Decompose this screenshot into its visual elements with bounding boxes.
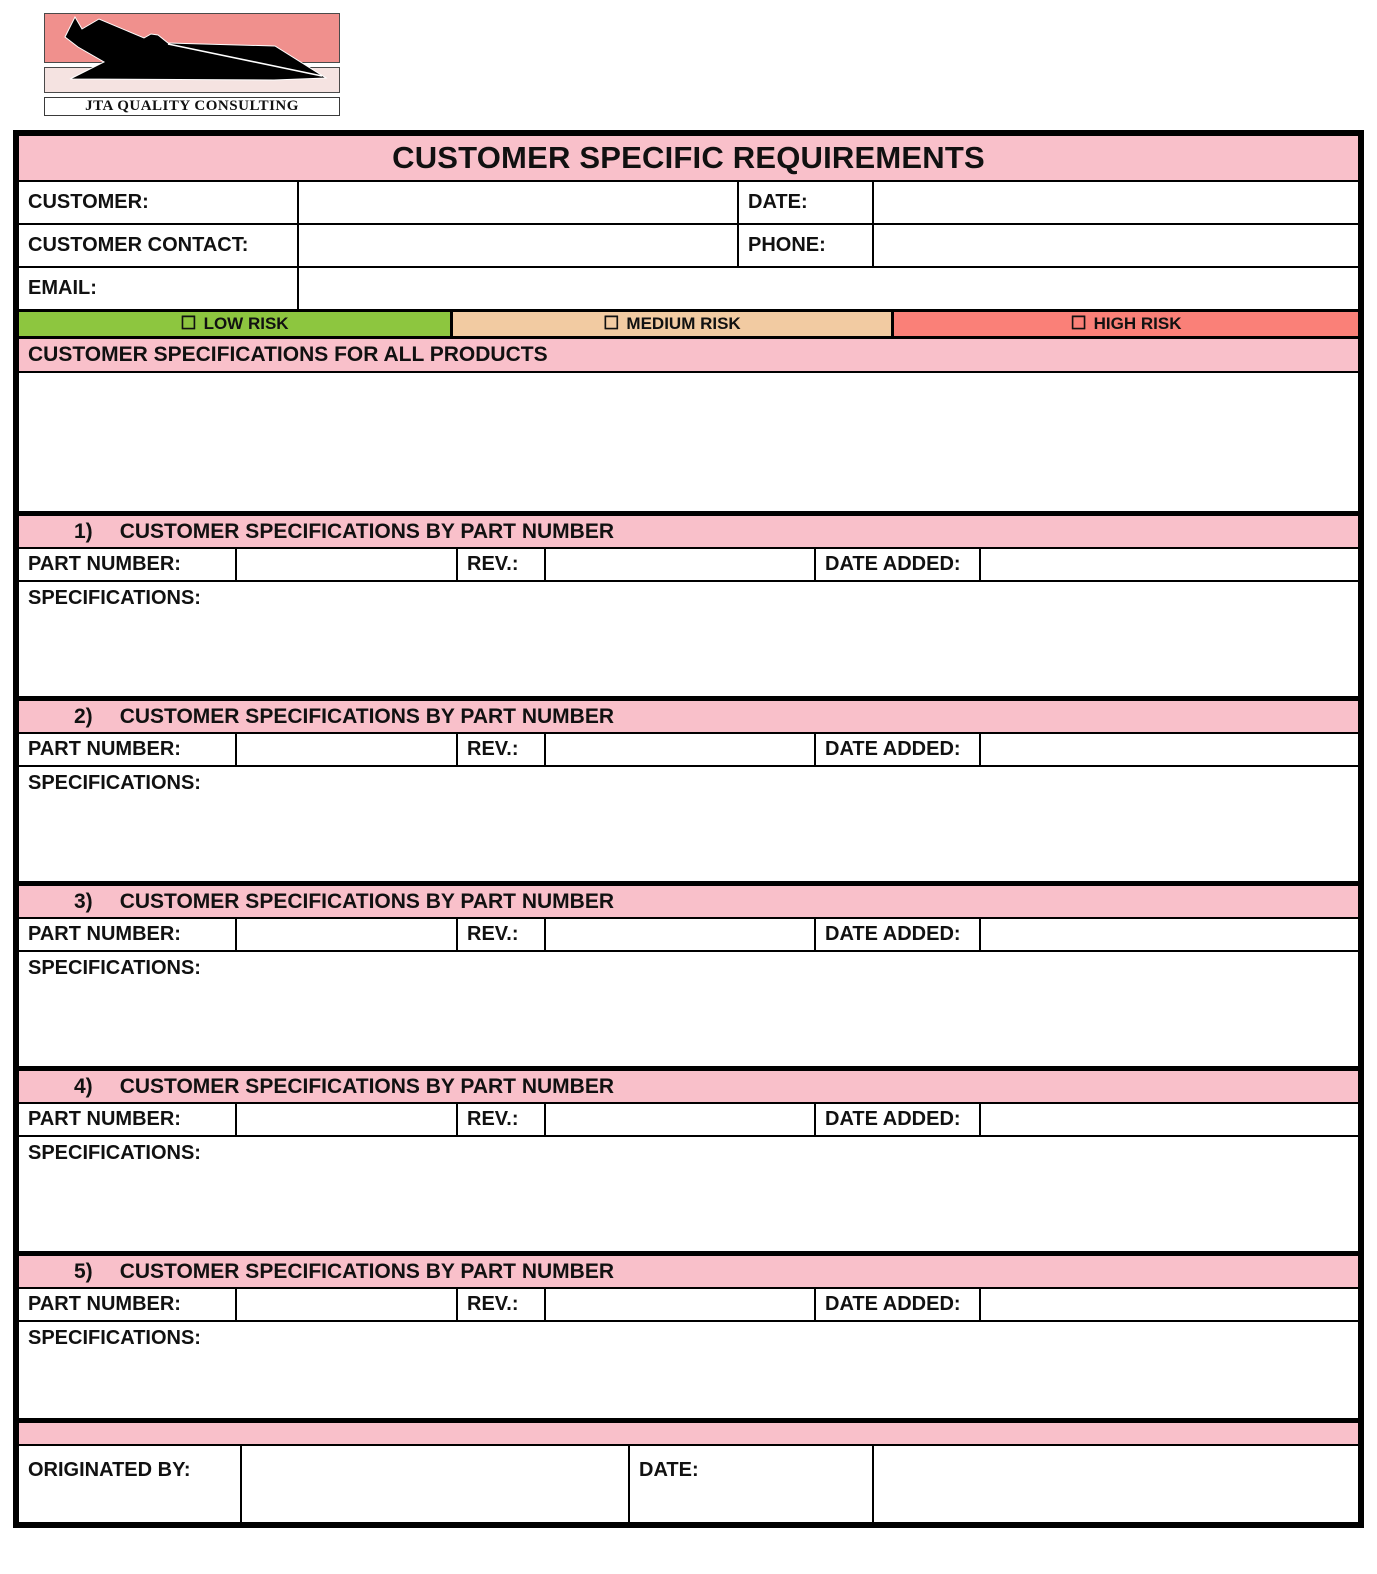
section-4-rev-field[interactable] (544, 1104, 814, 1135)
high-risk-checkbox-icon[interactable]: ☐ (1070, 313, 1087, 333)
company-logo (44, 10, 340, 114)
section-1-number: 1) (74, 519, 93, 543)
specifications-label: SPECIFICATIONS: (28, 1142, 201, 1164)
part-number-label: PART NUMBER: (28, 738, 181, 760)
high-risk-label: HIGH RISK (1093, 314, 1182, 333)
rev-label: REV.: (456, 549, 544, 580)
low-risk-checkbox-icon[interactable]: ☐ (180, 313, 197, 333)
section-3-part-row (19, 917, 1358, 950)
section-3-number: 3) (74, 889, 93, 913)
section-4-specifications-area[interactable] (19, 1135, 1358, 1251)
section-4-number: 4) (74, 1074, 93, 1098)
section-1-part-number-field[interactable] (235, 549, 456, 580)
all-products-header: CUSTOMER SPECIFICATIONS FOR ALL PRODUCTS (19, 336, 1358, 371)
phone-field[interactable] (872, 225, 1358, 266)
section-4-part-row (19, 1102, 1358, 1135)
specifications-label: SPECIFICATIONS: (28, 1327, 201, 1349)
section-4-title: CUSTOMER SPECIFICATIONS BY PART NUMBER (119, 1074, 614, 1098)
section-1-title: CUSTOMER SPECIFICATIONS BY PART NUMBER (119, 519, 614, 543)
originated-row (19, 1444, 1358, 1522)
customer-field[interactable] (297, 182, 737, 223)
part-number-label: PART NUMBER: (28, 553, 181, 575)
section-2-header (19, 696, 1358, 732)
section-5-title: CUSTOMER SPECIFICATIONS BY PART NUMBER (119, 1259, 614, 1283)
medium-risk-checkbox-icon[interactable]: ☐ (603, 313, 620, 333)
logo-brand-text: JTA QUALITY CONSULTING (44, 97, 340, 116)
section-2-part-number-field[interactable] (235, 734, 456, 765)
footer-pink-band (19, 1418, 1358, 1444)
section-4-date-added-field[interactable] (979, 1104, 1358, 1135)
section-2-title: CUSTOMER SPECIFICATIONS BY PART NUMBER (119, 704, 614, 728)
specifications-label: SPECIFICATIONS: (28, 772, 201, 794)
section-1-rev-field[interactable] (544, 549, 814, 580)
section-2-part-row (19, 732, 1358, 765)
specifications-label: SPECIFICATIONS: (28, 587, 201, 609)
rev-label: REV.: (456, 1104, 544, 1135)
section-4-specifications-field[interactable] (28, 1165, 1349, 1205)
section-2-rev-field[interactable] (544, 734, 814, 765)
customer-label: CUSTOMER: (28, 191, 149, 213)
footer-date-field[interactable] (872, 1446, 1358, 1522)
section-5-part-row (19, 1287, 1358, 1320)
contact-row (19, 223, 1358, 266)
section-5-specifications-field[interactable] (28, 1350, 1349, 1390)
phone-label: PHONE: (737, 225, 872, 266)
section-5-part-number-field[interactable] (235, 1289, 456, 1320)
stealth-jet-icon (44, 10, 340, 98)
section-2-date-added-field[interactable] (979, 734, 1358, 765)
rev-label: REV.: (456, 734, 544, 765)
customer-row (19, 180, 1358, 223)
section-1-header (19, 511, 1358, 547)
section-2-number: 2) (74, 704, 93, 728)
originated-by-label: ORIGINATED BY: (28, 1459, 191, 1481)
high-risk-option[interactable] (891, 312, 1358, 336)
section-3-part-number-field[interactable] (235, 919, 456, 950)
part-number-label: PART NUMBER: (28, 1108, 181, 1130)
section-3-title: CUSTOMER SPECIFICATIONS BY PART NUMBER (119, 889, 614, 913)
medium-risk-option[interactable] (450, 312, 891, 336)
section-3-specifications-area[interactable] (19, 950, 1358, 1066)
risk-selector-row (19, 309, 1358, 336)
originated-by-field[interactable] (240, 1446, 628, 1522)
specifications-label: SPECIFICATIONS: (28, 957, 201, 979)
low-risk-option[interactable] (19, 312, 450, 336)
all-products-specifications-field[interactable] (19, 371, 1358, 511)
date-added-label: DATE ADDED: (814, 1289, 979, 1320)
rev-label: REV.: (456, 919, 544, 950)
medium-risk-label: MEDIUM RISK (626, 314, 741, 333)
section-1-part-row (19, 547, 1358, 580)
section-3-date-added-field[interactable] (979, 919, 1358, 950)
date-added-label: DATE ADDED: (814, 919, 979, 950)
date-label: DATE: (737, 182, 872, 223)
section-1-specifications-area[interactable] (19, 580, 1358, 696)
date-added-label: DATE ADDED: (814, 1104, 979, 1135)
part-number-label: PART NUMBER: (28, 923, 181, 945)
email-field[interactable] (297, 268, 1358, 309)
email-label: EMAIL: (28, 277, 97, 299)
part-number-label: PART NUMBER: (28, 1293, 181, 1315)
section-4-header (19, 1066, 1358, 1102)
customer-requirements-form (13, 130, 1364, 1528)
date-added-label: DATE ADDED: (814, 734, 979, 765)
section-5-header (19, 1251, 1358, 1287)
section-5-date-added-field[interactable] (979, 1289, 1358, 1320)
email-row (19, 266, 1358, 309)
section-5-number: 5) (74, 1259, 93, 1283)
date-added-label: DATE ADDED: (814, 549, 979, 580)
section-4-part-number-field[interactable] (235, 1104, 456, 1135)
section-5-rev-field[interactable] (544, 1289, 814, 1320)
rev-label: REV.: (456, 1289, 544, 1320)
section-2-specifications-area[interactable] (19, 765, 1358, 881)
section-2-specifications-field[interactable] (28, 795, 1349, 835)
low-risk-label: LOW RISK (203, 314, 289, 333)
customer-contact-label: CUSTOMER CONTACT: (28, 234, 249, 256)
customer-contact-field[interactable] (297, 225, 737, 266)
section-1-date-added-field[interactable] (979, 549, 1358, 580)
section-3-rev-field[interactable] (544, 919, 814, 950)
section-5-specifications-area[interactable] (19, 1320, 1358, 1418)
section-1-specifications-field[interactable] (28, 610, 1349, 650)
section-3-header (19, 881, 1358, 917)
section-3-specifications-field[interactable] (28, 980, 1349, 1020)
date-field[interactable] (872, 182, 1358, 223)
form-title: CUSTOMER SPECIFIC REQUIREMENTS (19, 136, 1358, 180)
footer-date-label: DATE: (628, 1446, 872, 1522)
